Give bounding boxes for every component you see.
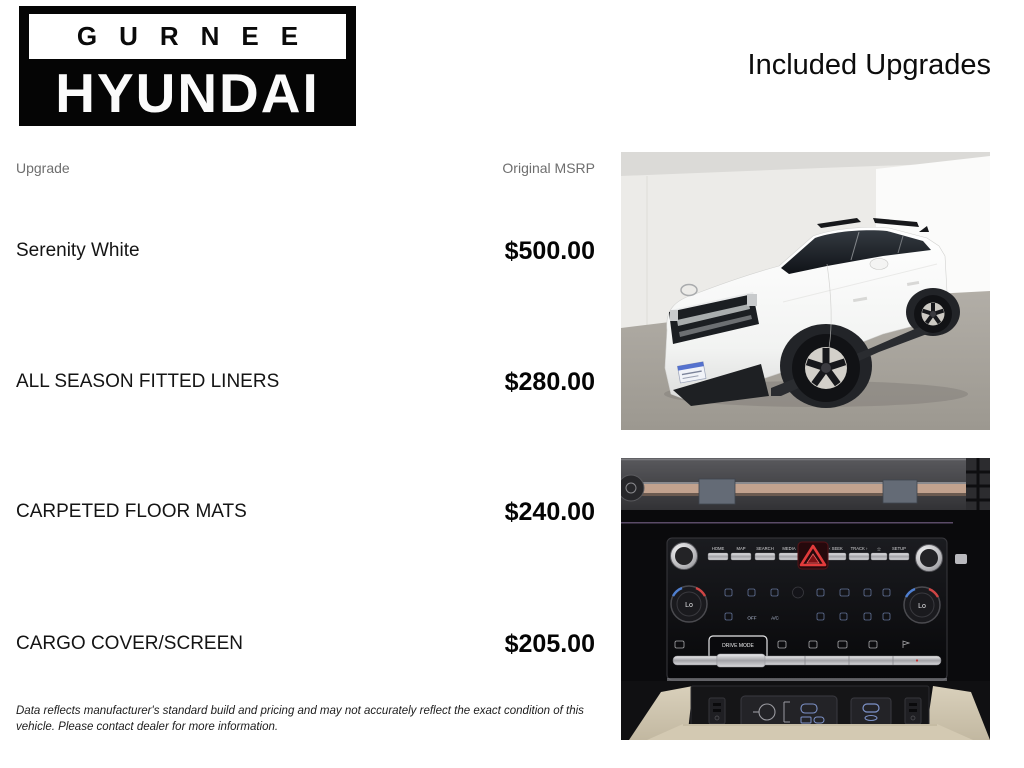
- upgrade-price: $280.00: [504, 367, 595, 396]
- panel-bottom-edge: [667, 678, 947, 681]
- driver-temp-knob: [671, 586, 707, 622]
- drive-mode-label: DRIVE MODE: [722, 643, 754, 649]
- vehicle-interior-photo: [621, 458, 990, 740]
- column-header-msrp: Original MSRP: [502, 160, 595, 176]
- console-sill: [647, 724, 973, 740]
- ambient-light-strip: [621, 522, 953, 524]
- lower-console: [621, 681, 990, 740]
- logo-gurnee-text: GURNEE: [76, 21, 321, 51]
- driver-temp-display: Lo: [685, 602, 693, 609]
- upgrade-price: $240.00: [504, 497, 595, 526]
- climate-off-label: OFF: [747, 615, 757, 621]
- left-dash-knob: [621, 475, 644, 501]
- center-control-panel: [667, 538, 947, 681]
- logo-hyundai-box: [19, 59, 356, 126]
- table-header: [16, 160, 595, 176]
- column-header-upgrade: Upgrade: [16, 160, 70, 176]
- interior-photo-graphic: [621, 458, 990, 740]
- upgrade-price: $205.00: [504, 629, 595, 658]
- table-row: [16, 365, 595, 399]
- side-mirror: [870, 259, 888, 270]
- table-row: [16, 495, 595, 529]
- dealer-logo: [19, 6, 356, 126]
- power-outlet-module: [709, 696, 921, 728]
- disclaimer-text: Data reflects manufacturer's standard build and pricing and may not accurately reflect the exact condition of this vehicle. Please contact dealer for more information.: [16, 705, 584, 733]
- logo-hyundai-text: HYUNDAI: [55, 61, 320, 124]
- passenger-temp-knob: [904, 587, 940, 623]
- upgrade-name: CARPETED FLOOR MATS: [16, 501, 247, 522]
- star-icon: ☆: [876, 547, 882, 553]
- upgrade-name: CARGO COVER/SCREEN: [16, 633, 243, 654]
- page-title: Included Upgrades: [747, 49, 991, 81]
- gear-stalk-glint: [955, 554, 967, 564]
- exterior-photo-graphic: [621, 152, 990, 430]
- front-wheel: [792, 334, 860, 402]
- hazard-button: [798, 542, 828, 569]
- map-label: MAP: [736, 546, 746, 551]
- home-label: HOME: [711, 546, 725, 551]
- rear-wheel: [914, 295, 952, 333]
- table-row: [16, 234, 595, 268]
- vehicle-exterior-photo: [621, 152, 990, 430]
- media-label: MEDIA: [782, 546, 796, 551]
- climate-ac-label: A/C: [771, 615, 779, 621]
- track-label: TRACK ›: [850, 546, 868, 551]
- setup-label: SETUP: [892, 546, 906, 551]
- passenger-temp-display: Lo: [918, 603, 926, 610]
- logo-gurnee-box: [29, 14, 346, 59]
- chrome-switch-bar: [673, 654, 941, 667]
- upgrade-price: $500.00: [504, 236, 595, 265]
- table-row: [16, 627, 595, 661]
- upgrade-name: ALL SEASON FITTED LINERS: [16, 371, 280, 392]
- search-label: SEARCH: [756, 546, 774, 551]
- upgrade-name: Serenity White: [16, 240, 140, 261]
- seek-label: ‹ SEEK: [829, 546, 843, 551]
